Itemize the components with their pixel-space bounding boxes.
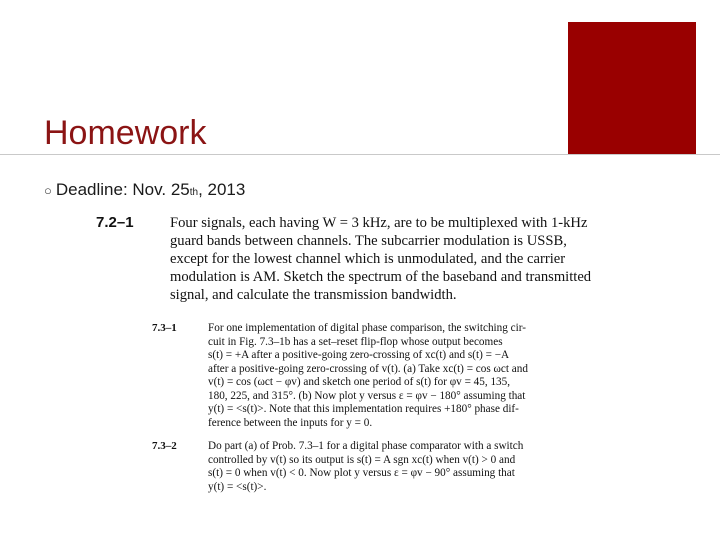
problem-line: Do part (a) of Prob. 7.3–1 for a digital phase comparator with a switch (208, 440, 524, 452)
problem-text (208, 440, 544, 494)
problem-number: 7.3–1 (152, 322, 177, 334)
problem-line: Four signals, each having W = 3 kHz, are to be multiplexed with 1-kHz (170, 215, 588, 231)
problem-line: after a positive-going zero-crossing of v(t). (a) Take xc(t) = cos ωct and (208, 362, 528, 375)
problem-line: controlled by v(t) so its output is s(t) = A sgn xc(t) when v(t) > 0 and (208, 453, 516, 466)
slide-title: Homework (44, 114, 207, 152)
accent-block (568, 22, 696, 154)
problem-line: s(t) = +A after a positive-going zero-crossing of xc(t) and s(t) = −A (208, 349, 510, 361)
problem-number: 7.2–1 (96, 214, 134, 231)
problem-line: y(t) = <s(t)>. (208, 480, 267, 493)
title-divider (0, 154, 720, 155)
problem-line: guard bands between channels. The subcarrier modulation is USSB, (170, 233, 567, 249)
problem-number: 7.3–2 (152, 440, 177, 452)
problem-line: v(t) = cos (ωct − φv) and sketch one period of s(t) for φv = 45, 135, (208, 376, 511, 388)
problem-line: modulation is AM. Sketch the spectrum of the baseband and transmitted (170, 269, 592, 285)
deadline-prefix: Deadline: Nov. 25 (55, 180, 190, 199)
deadline-bullet (44, 180, 245, 200)
problem-line: 180, 225, and 315°. (b) Now plot y versus ε = φv − 180° assuming that (208, 389, 526, 402)
problem-line: signal, and calculate the transmission bandwidth. (170, 287, 457, 303)
deadline-suffix: , 2013 (198, 180, 246, 199)
bullet-circle-icon: ○ (44, 183, 52, 198)
deadline-sup: th (189, 187, 199, 198)
problem-text (208, 322, 544, 430)
problem-line: cuit in Fig. 7.3–1b has a set–reset flip-flop whose output becomes (208, 335, 503, 348)
problem-line: s(t) = 0 when v(t) < 0. Now plot y versus ε = φv − 90° assuming that (208, 467, 515, 479)
problem-line: y(t) = <s(t)>. Note that this implementation requires +180° phase dif- (208, 403, 519, 415)
problem-line: For one implementation of digital phase comparison, the switching cir- (208, 322, 526, 334)
problem-text (170, 214, 610, 304)
problem-line: except for the lowest channel which is unmodulated, and the carrier (170, 251, 566, 267)
problem-line: ference between the inputs for y = 0. (208, 416, 373, 429)
